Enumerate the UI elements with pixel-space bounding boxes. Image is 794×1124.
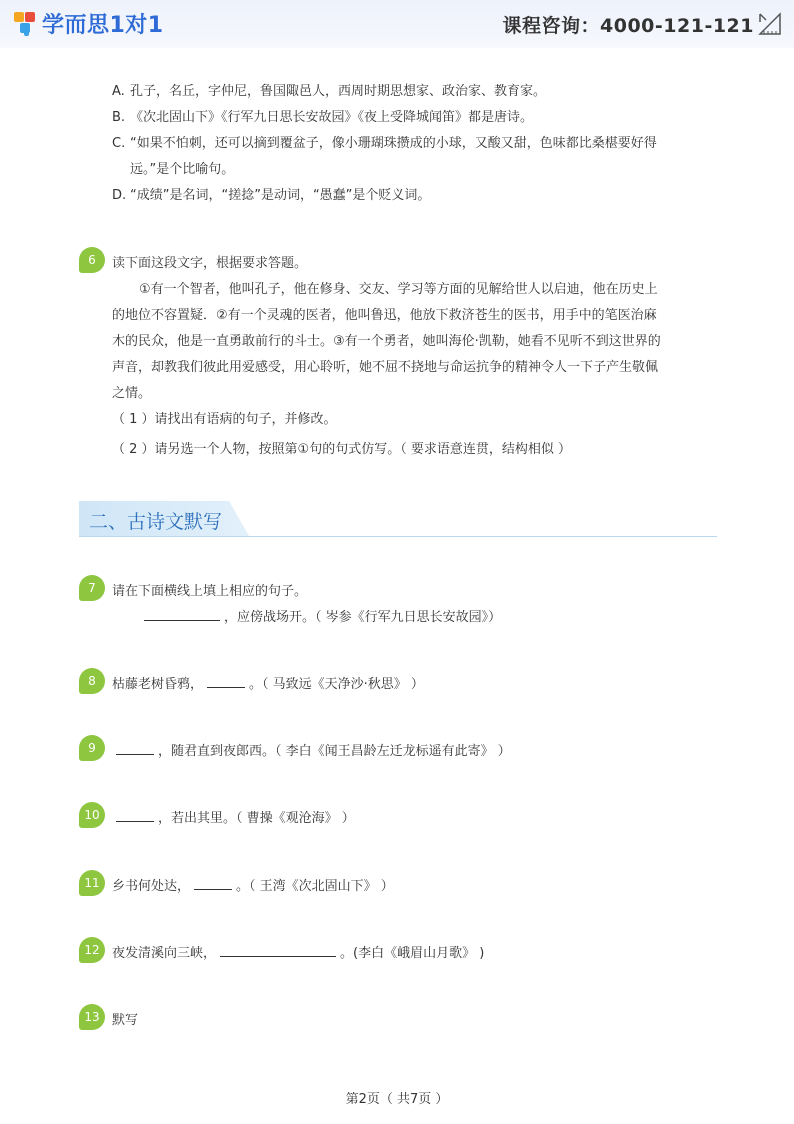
- q6-passage-line: ①有一个智者，他叫孔子，他在修身、交友、学习等方面的见解给世人以启迪，他在历史上: [139, 282, 658, 297]
- brand-logo: [14, 8, 164, 38]
- answer-blank[interactable]: [144, 606, 220, 621]
- option-a: A. 孔子，名丘，字仲尼，鲁国陬邑人，西周时期思想家、政治家、教育家。: [112, 84, 547, 99]
- q6-passage-line: 声音，却教我们彼此用爱感受，用心聆听，她不屈不挠地与命运抗争的精神令人一下子产生敬佩: [112, 360, 659, 375]
- option-c-continued: 远。”是个比喻句。: [130, 162, 235, 177]
- question-number-badge: 13: [79, 1004, 105, 1030]
- section-header: [79, 501, 717, 537]
- q6-subquestion-1: （ 1 ）请找出有语病的句子，并修改。: [112, 412, 337, 427]
- section-title: 二、古诗文默写: [89, 511, 223, 533]
- answer-blank[interactable]: [207, 673, 245, 688]
- q7-fill-line: ，应傍战场开。（ 岑参《行军九日思长安故园》）: [140, 606, 501, 625]
- answer-blank[interactable]: [194, 875, 232, 890]
- page-header: [0, 0, 794, 48]
- option-b: B. 《次北固山下》《行军九日思长安故园》《夜上受降城闻笛》都是唐诗。: [112, 110, 534, 125]
- question-number-badge: 6: [79, 247, 105, 273]
- q6-prompt: 读下面这段文字，根据要求答题。: [112, 256, 308, 271]
- page-number: 第2页（ 共7页 ）: [345, 1092, 449, 1107]
- q12-fill-line: 夜发清溪向三峡， 。(李白《峨眉山月歌》 ): [112, 942, 484, 961]
- q8-fill-line: 枯藤老树昏鸦， 。（ 马致远《天净沙·秋思》 ）: [112, 673, 424, 692]
- ruler-triangle-icon: [758, 12, 782, 36]
- question-number-badge: 12: [79, 937, 105, 963]
- q6-passage-line: 之情。: [112, 386, 152, 401]
- question-number-badge: 11: [79, 870, 105, 896]
- q9-fill-line: ，随君直到夜郎西。（ 李白《闻王昌龄左迁龙标遥有此寄》 ）: [112, 740, 511, 759]
- q7-prompt: 请在下面横线上填上相应的句子。: [112, 584, 308, 599]
- question-number-badge: 9: [79, 735, 105, 761]
- q6-subquestion-2: （ 2 ）请另选一个人物，按照第①句的句式仿写。（ 要求语意连贯，结构相似 ）: [112, 442, 571, 457]
- question-number-badge: 7: [79, 575, 105, 601]
- option-d: D. “成绩”是名词，“搓捻”是动词，“愚蠢”是个贬义词。: [112, 188, 431, 203]
- question-number-badge: 8: [79, 668, 105, 694]
- answer-blank[interactable]: [116, 740, 154, 755]
- question-number-badge: 10: [79, 802, 105, 828]
- answer-blank[interactable]: [116, 807, 154, 822]
- hotline-text: 课程咨询：4000-121-121: [502, 15, 754, 37]
- brand-name: 学而思1对1: [42, 12, 164, 38]
- q13-prompt: 默写: [112, 1013, 139, 1028]
- option-c: C. “如果不怕刺，还可以摘到覆盆子，像小珊瑚珠攒成的小球，又酸又甜，色味都比桑椹要好得: [112, 136, 657, 151]
- q11-fill-line: 乡书何处达， 。（ 王湾《次北固山下》 ）: [112, 875, 394, 894]
- q10-fill-line: ，若出其里。（ 曹操《观沧海》 ）: [112, 807, 355, 826]
- puzzle-logo-icon: [14, 10, 36, 36]
- q6-passage-line: 木的民众，他是一直勇敢前行的斗士。③有一个勇者，她叫海伦·凯勒，她看不见听不到这世界的: [112, 334, 661, 349]
- answer-blank[interactable]: [220, 942, 336, 957]
- q6-passage-line: 的地位不容置疑．②有一个灵魂的医者，他叫鲁迅，他放下救济苍生的医书，用手中的笔医治麻: [112, 308, 657, 323]
